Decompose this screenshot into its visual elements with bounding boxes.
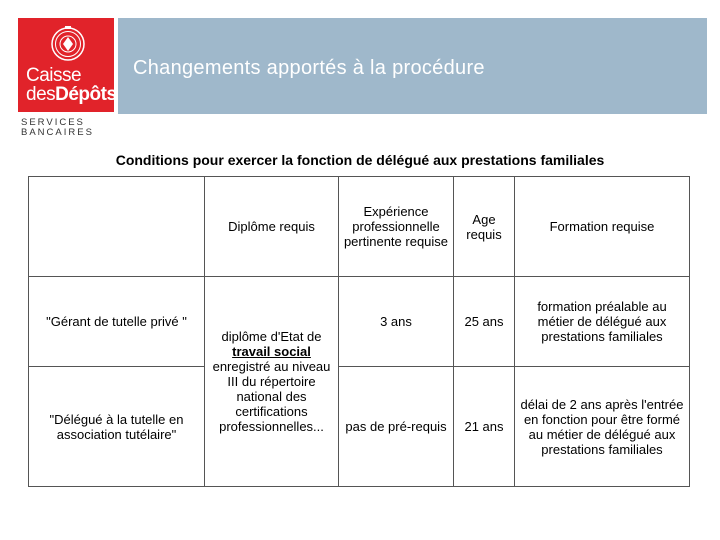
- header-cell-training: Formation requise: [515, 177, 690, 277]
- conditions-table: [28, 176, 690, 487]
- table-row: [29, 367, 690, 487]
- table-header-row: [29, 177, 690, 277]
- header-cell-experience: Expérience professionnelle pertinente requise: [339, 177, 454, 277]
- header-cell-empty: [29, 177, 205, 277]
- logo-text-caisse: Caisse: [26, 65, 82, 86]
- caisse-des-depots-logo: [18, 18, 117, 112]
- seal-emblem-icon: [51, 24, 85, 64]
- table-heading: Conditions pour exercer la fonction de délégué aux prestations familiales: [115, 152, 605, 168]
- diploma-cell: diplôme d'Etat de travail social enregistré au niveau III du répertoire national des certifications professionnelles...: [205, 277, 339, 487]
- header-band: [118, 18, 707, 114]
- diploma-emphasis: travail social: [232, 344, 311, 359]
- header-cell-diploma: Diplôme requis: [205, 177, 339, 277]
- experience-cell: pas de pré-requis: [339, 367, 454, 487]
- table-row: [29, 277, 690, 367]
- row-label: "Gérant de tutelle privé ": [29, 277, 205, 367]
- training-cell: délai de 2 ans après l'entrée en fonction pour être formé au métier de délégué aux prestations familiales: [515, 367, 690, 487]
- services-bancaires-label: SERVICES BANCAIRES: [21, 117, 94, 138]
- row-label: "Délégué à la tutelle en association tutélaire": [29, 367, 205, 487]
- age-cell: 21 ans: [454, 367, 515, 487]
- training-cell: formation préalable au métier de délégué aux prestations familiales: [515, 277, 690, 367]
- age-cell: 25 ans: [454, 277, 515, 367]
- page-title: Changements apportés à la procédure: [133, 57, 485, 79]
- experience-cell: 3 ans: [339, 277, 454, 367]
- header-cell-age: Age requis: [454, 177, 515, 277]
- logo-text-des-depots: desDépôts: [26, 84, 117, 105]
